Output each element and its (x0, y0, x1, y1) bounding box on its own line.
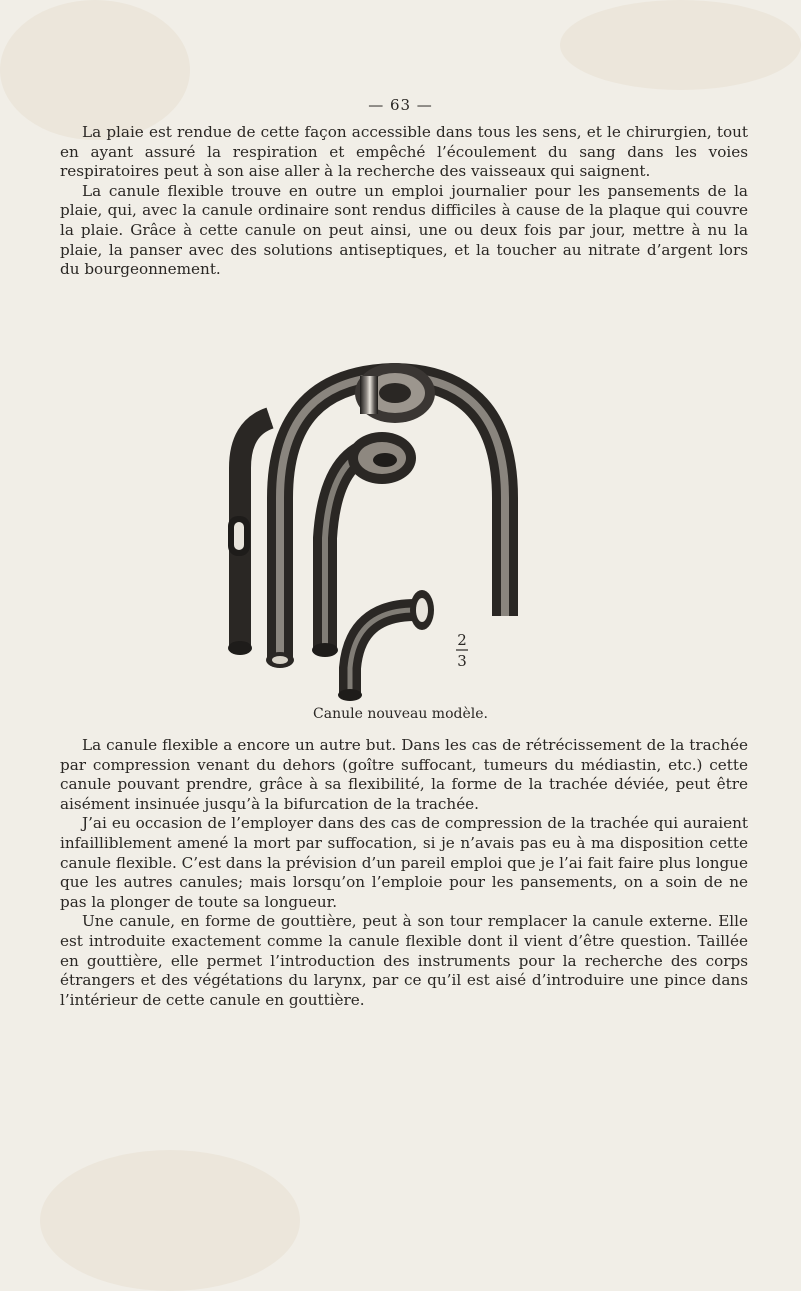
figure-label-denominator: 3 (457, 652, 467, 670)
paragraph: Une canule, en forme de gouttière, peut à son tour remplacer la canule externe. Elle est introduite exactement comme la canule flexible dont il vient d’être question. Taillée en gouttière, elle permet l’introduction des instruments pour la recherche des corps étrangers et des végétations du larynx, par ce qu’il est aisé d’introduire une pince dans l’intérieur de cette canule en gouttière. (60, 912, 748, 1009)
text-block-bottom (60, 736, 748, 1010)
page-number: — 63 — (368, 96, 433, 114)
figure-label-numerator: 2 (457, 631, 467, 649)
cannula-illustration (160, 348, 650, 703)
figure-caption: Canule nouveau modèle. (313, 706, 488, 722)
paragraph: La canule flexible trouve en outre un emploi journalier pour les pansements de la plaie, qui, avec la canule ordinaire sont rendus difficiles à cause de la plaque qui couvre la plaie. Grâce à cette canule on peut ainsi, une ou deux fois par jour, mettre à nu la plaie, la panser avec des solutions antiseptiques, et la toucher au nitrate d’argent lors du bourgeonnement. (60, 181, 748, 279)
text-block-top (60, 123, 748, 280)
paragraph: La plaie est rendue de cette façon accessible dans tous les sens, et le chirurgien, tout en ayant assuré la respiration et empêché l’écoulement du sang dans les voies respiratoires peut à son aise aller à la recherche des vaisseaux qui saignent. (60, 123, 748, 181)
paragraph: J’ai eu occasion de l’employer dans des cas de compression de la trachée qui auraient infailliblement amené la mort par suffocation, si je n’avais pas eu à ma disposition cette canule flexible. C’est dans la prévision d’un pareil emploi que je l’ai fait faire plus longue que les autres canules; mais lorsqu’on l’emploie pour les pansements, on a soin de ne pas la plonger de toute sa longueur. (60, 814, 748, 911)
paragraph: La canule flexible a encore un autre but. Dans les cas de rétrécissement de la trachée par compression venant du dehors (goître suffocant, tumeurs du médiastin, etc.) cette canule pouvant prendre, grâce à sa flexibilité, la forme de la trachée déviée, peut être aisément insinuée jusqu’à la bifurcation de la trachée. (60, 736, 748, 813)
